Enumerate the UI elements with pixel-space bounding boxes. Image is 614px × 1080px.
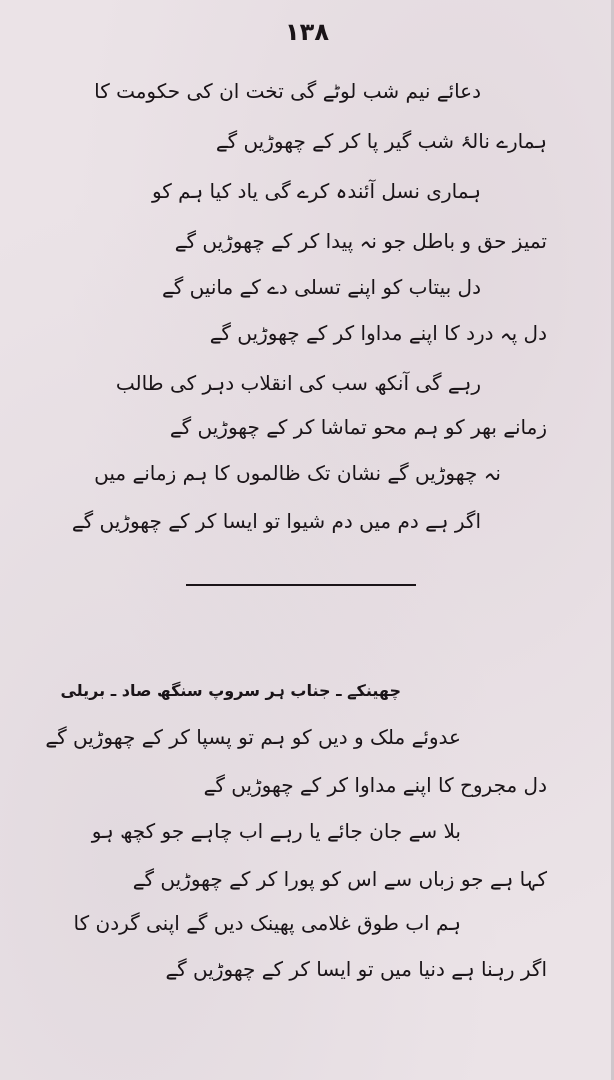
poem-2-line-2: دل مجروح کا اپنے مداوا کر کے چھوڑیں گے — [203, 773, 547, 797]
poem-1-line-6: دل پہ درد کا اپنے مداوا کر کے چھوڑیں گے — [209, 321, 547, 345]
poem-1-line-3: ہماری نسل آئندہ کرے گی یاد کیا ہم کو — [151, 179, 481, 203]
poem-2-line-1: عدوئے ملک و دیں کو ہم تو پسپا کر کے چھوڑیں گے — [45, 725, 461, 749]
poem-1-line-1: دعائے نیم شب لوٹے گی تخت ان کی حکومت کا — [94, 79, 481, 103]
section-divider — [186, 584, 416, 586]
poem-1-line-4: تمیز حق و باطل جو نہ پیدا کر کے چھوڑیں گے — [174, 229, 547, 253]
poem-2-credit: چھینکے ـ جناب ہر سروپ سنگھ صاد ـ بریلی — [60, 681, 401, 700]
poem-1-line-7: رہے گی آنکھ سب کی انقلاب دہر کی طالب — [115, 371, 481, 395]
poem-1-line-8: زمانے بھر کو ہم محو تماشا کر کے چھوڑیں گے — [169, 415, 547, 439]
page-number: ۱۳۸ — [285, 18, 329, 46]
poem-1-line-9: نہ چھوڑیں گے نشان تک ظالموں کا ہم زمانے میں — [94, 461, 501, 485]
poem-2-line-6: اگر رہنا ہے دنیا میں تو ایسا کر کے چھوڑیں گے — [165, 957, 547, 981]
poem-1-line-2: ہمارے نالۂ شب گیر پا کر کے چھوڑیں گے — [215, 129, 547, 153]
poem-1-line-10: اگر ہے دم میں دم شیوا تو ایسا کر کے چھوڑیں گے — [71, 509, 481, 533]
poem-2-line-4: کہا ہے جو زباں سے اس کو پورا کر کے چھوڑیں گے — [132, 867, 547, 891]
poem-2-line-5: ہم اب طوق غلامی پھینک دیں گے اپنی گردن کا — [73, 911, 461, 935]
poem-2-line-3: بلا سے جان جائے یا رہے اب چاہے جو کچھ ہو — [91, 819, 461, 843]
poem-1-line-5: دل بیتاب کو اپنے تسلی دے کے مانیں گے — [161, 275, 481, 299]
